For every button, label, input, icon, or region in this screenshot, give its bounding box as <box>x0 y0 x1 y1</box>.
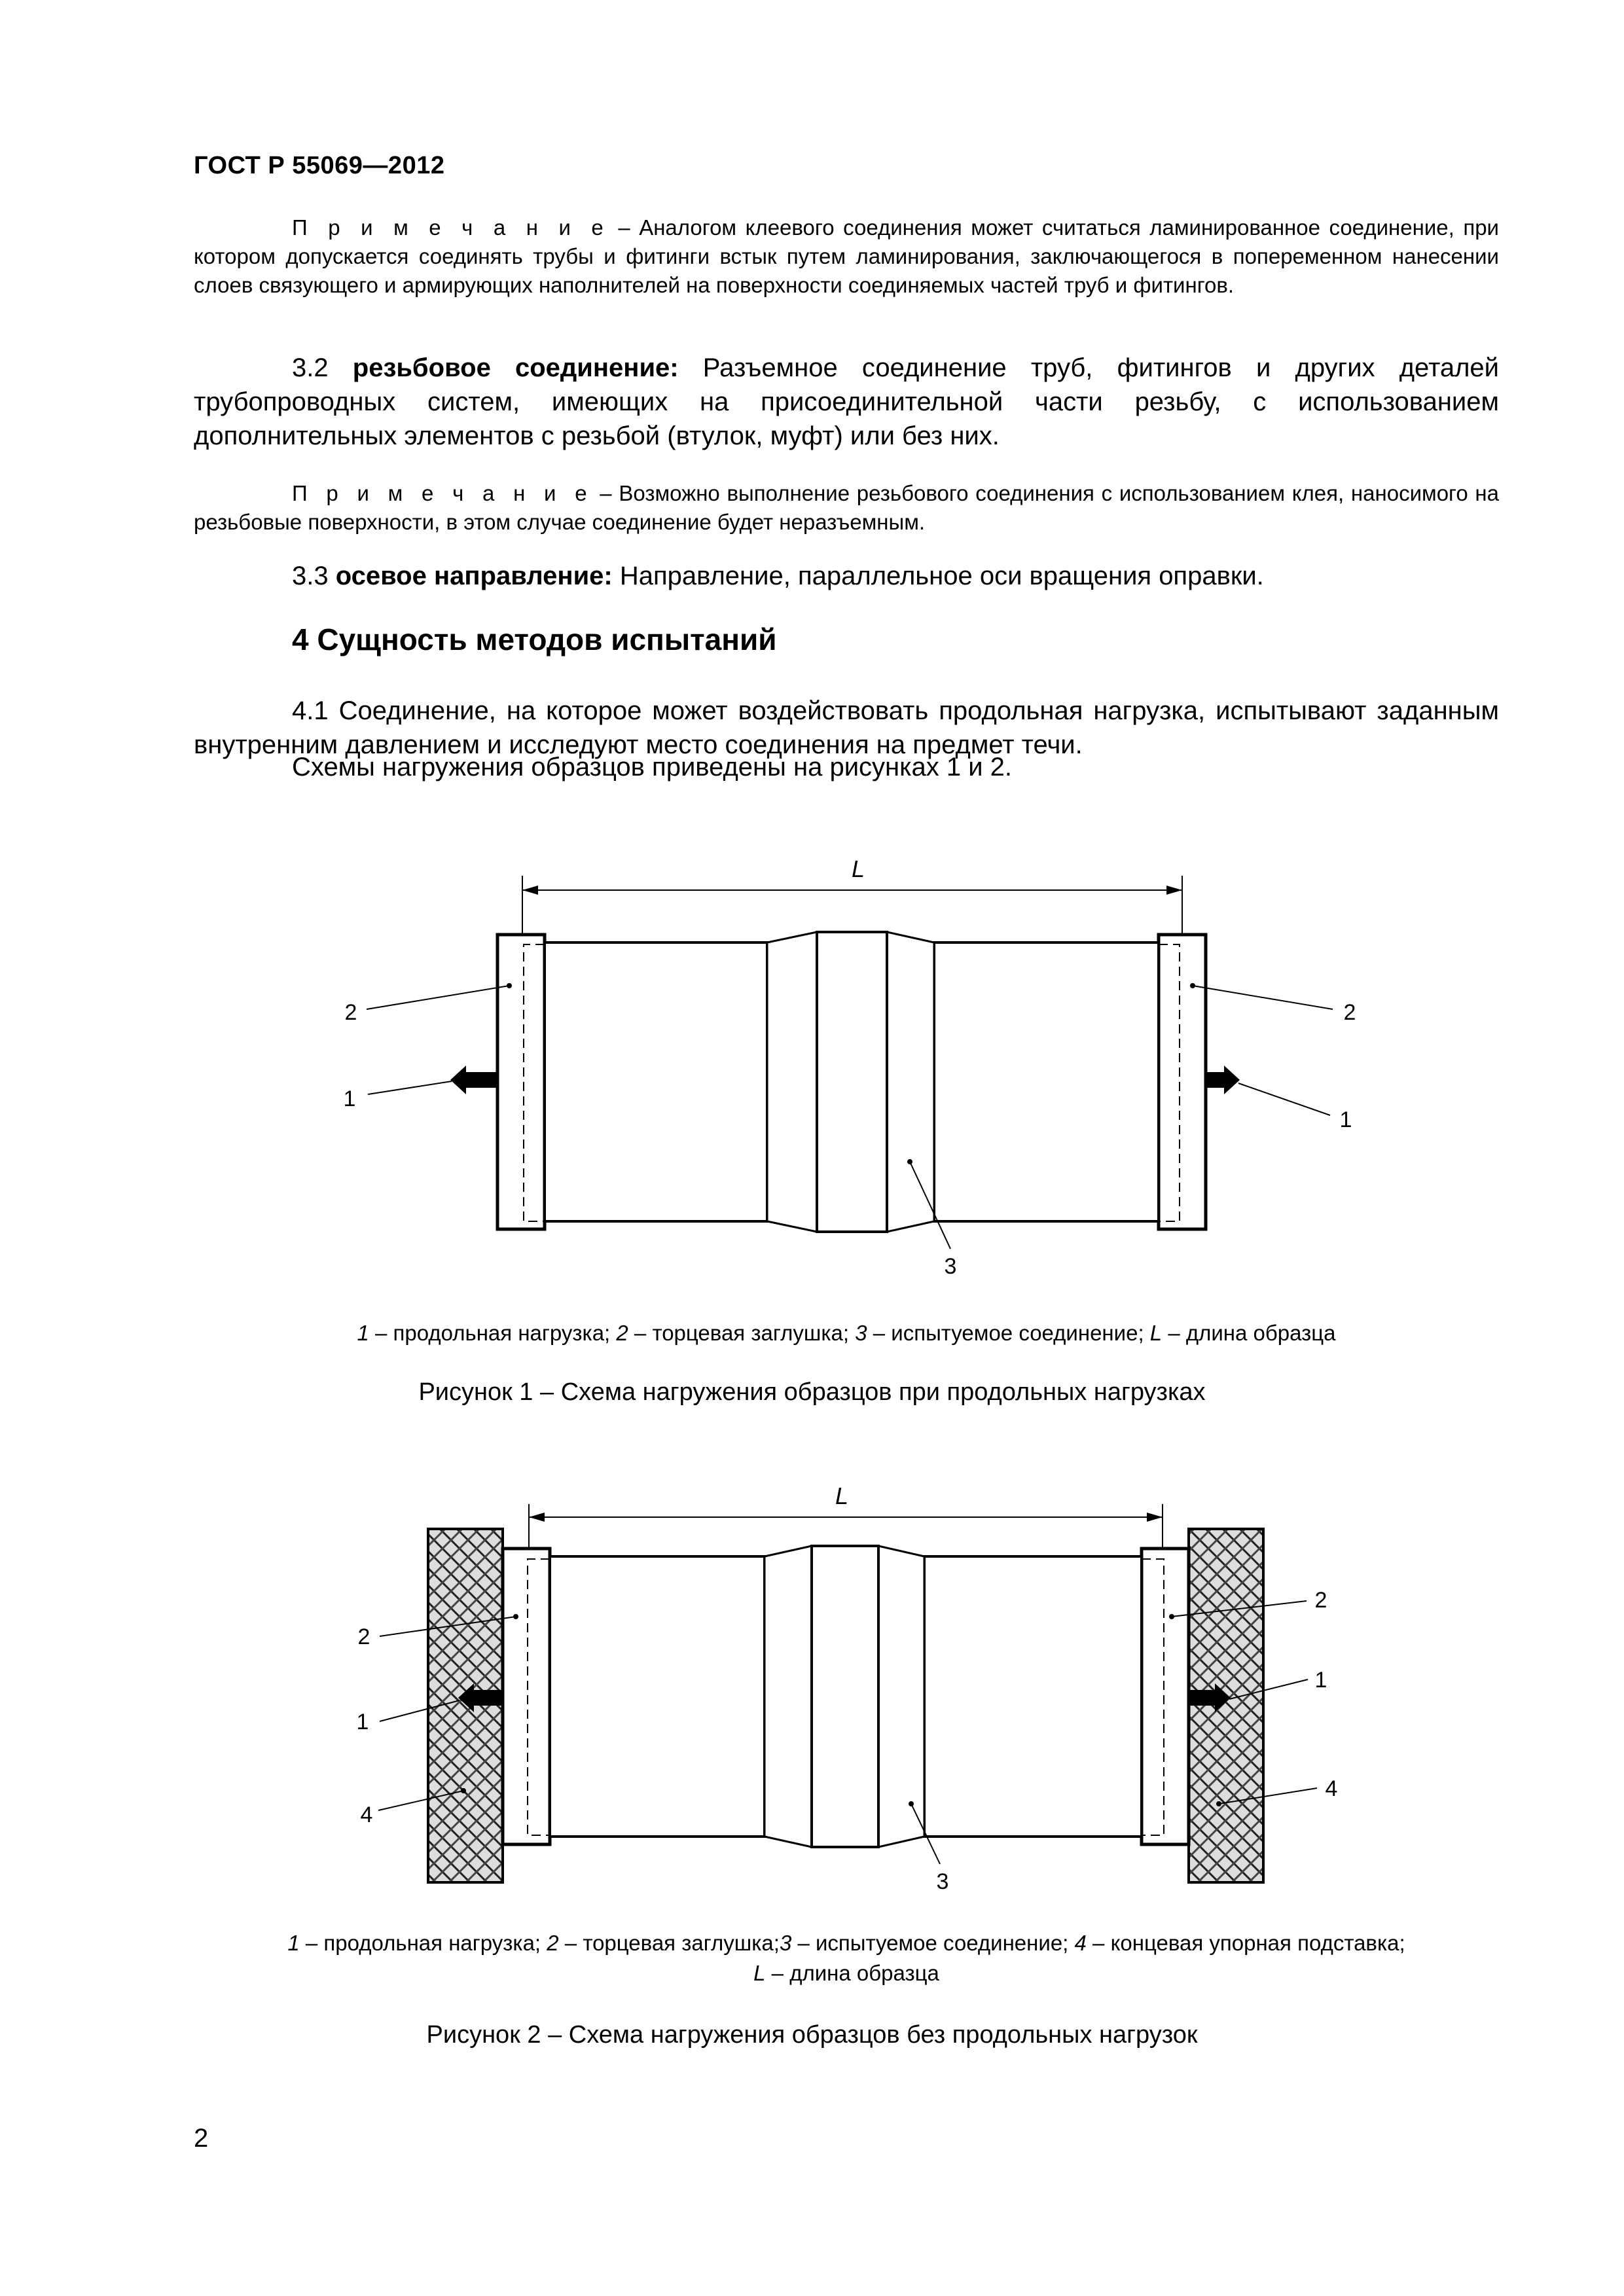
callout-2-left: 2 <box>344 1000 357 1025</box>
note-1-label: П р и м е ч а н и е <box>292 215 609 240</box>
callout-1-right: 1 <box>1339 1107 1352 1132</box>
clause-4-1: 4.1 Соединение, на которое может воздействовать продольная нагрузка, испытывают заданным внутренним давлением и исследуют место соединения на предмет течи. <box>194 696 1499 759</box>
specimen-figure-1 <box>497 932 1206 1232</box>
legend-num: L <box>1149 1321 1163 1345</box>
clause-3-3 <box>194 559 1499 593</box>
figure-1-diagram <box>0 825 1624 1296</box>
legend-text: – испытуемое соединение; <box>867 1321 1150 1345</box>
legend-num: 4 <box>1074 1931 1087 1955</box>
callout-1-left: 1 <box>356 1710 369 1734</box>
legend-num: 2 <box>616 1321 628 1345</box>
legend-num: 3 <box>855 1321 867 1345</box>
clause-4-1-schemes: Схемы нагружения образцов приведены на рисунках 1 и 2. <box>292 753 1013 781</box>
callout-4-left: 4 <box>360 1803 373 1827</box>
legend-num: 2 <box>547 1931 559 1955</box>
legend-text: – испытуемое соединение; <box>791 1931 1075 1955</box>
figure-1-caption: Рисунок 1 – Схема нагружения образцов при продольных нагрузках <box>418 1378 1206 1406</box>
figure-1-legend <box>194 1318 1499 1348</box>
legend-text: – торцевая заглушка; <box>628 1321 856 1345</box>
figure-1-dimension-label: L <box>851 855 865 882</box>
right-load-arrow <box>1206 1066 1240 1094</box>
legend-text: – продольная нагрузка; <box>299 1931 547 1955</box>
clause-3-2 <box>194 351 1499 453</box>
clause-3-2-text: Разъемное соединение труб, фитингов и других деталей трубопроводных систем, имеющих на присоединительной части резьбу, с использованием дополнительных элементов с резьбой (втулок, муфт) или без них. <box>194 353 1500 450</box>
legend-text: – длина образца <box>1162 1321 1336 1345</box>
legend-num: L <box>753 1961 766 1985</box>
specimen-figure-2 <box>503 1546 1189 1847</box>
clause-3-3-number: 3.3 <box>292 562 336 590</box>
legend-num: 1 <box>287 1931 300 1955</box>
callout-1-left: 1 <box>343 1086 356 1111</box>
legend-num: 1 <box>357 1321 369 1345</box>
clause-3-3-text: Направление, параллельное оси вращения оправки. <box>612 562 1264 590</box>
note-1-text: – Аналогом клеевого соединения может считаться ламинированное соединение, при котором допускается соединять трубы и фитинги встык путем ламинирования, заключающегося в попеременном нанесении слоев связующего и армирующих наполнителей на поверхности соединяемых частей труб и фитингов. <box>194 215 1499 297</box>
legend-text: – длина образца <box>765 1961 939 1985</box>
callout-1-right: 1 <box>1314 1668 1327 1693</box>
clause-3-2-term: резьбовое соединение: <box>352 353 679 382</box>
note-2-label: П р и м е ч а н и е <box>292 481 593 505</box>
note-1 <box>194 213 1499 300</box>
note-2-text: – Возможно выполнение резьбового соединения с использованием клея, наносимого на резьбовые поверхности, в этом случае соединение будет неразъемным. <box>194 481 1499 534</box>
section-4-title: 4 Сущность методов испытаний <box>292 622 777 656</box>
legend-text: – продольная нагрузка; <box>369 1321 617 1345</box>
callout-2-left: 2 <box>357 1624 370 1649</box>
callout-3: 3 <box>936 1869 949 1894</box>
page-number: 2 <box>194 2124 209 2153</box>
clause-3-2-number: 3.2 <box>292 353 353 382</box>
figure-2-dimension-label: L <box>835 1482 849 1509</box>
figure-2-legend <box>194 1928 1499 1988</box>
figure-2-diagram <box>0 1453 1624 1924</box>
legend-text: – концевая упорная подставка; <box>1086 1931 1405 1955</box>
dimension-line <box>522 876 1182 935</box>
legend-num: 3 <box>779 1931 792 1955</box>
callout-3: 3 <box>944 1254 957 1279</box>
clause-3-3-term: осевое направление: <box>335 562 613 590</box>
callout-2-right: 2 <box>1314 1588 1327 1613</box>
left-load-arrow <box>450 1066 497 1094</box>
legend-text: – торцевая заглушка; <box>558 1931 780 1955</box>
callout-2-right: 2 <box>1343 1000 1356 1025</box>
note-2 <box>194 479 1499 537</box>
figure-2-caption: Рисунок 2 – Схема нагружения образцов без продольных нагрузок <box>426 2021 1198 2049</box>
document-code: ГОСТ Р 55069—2012 <box>194 152 445 179</box>
callout-4-right: 4 <box>1325 1776 1338 1801</box>
